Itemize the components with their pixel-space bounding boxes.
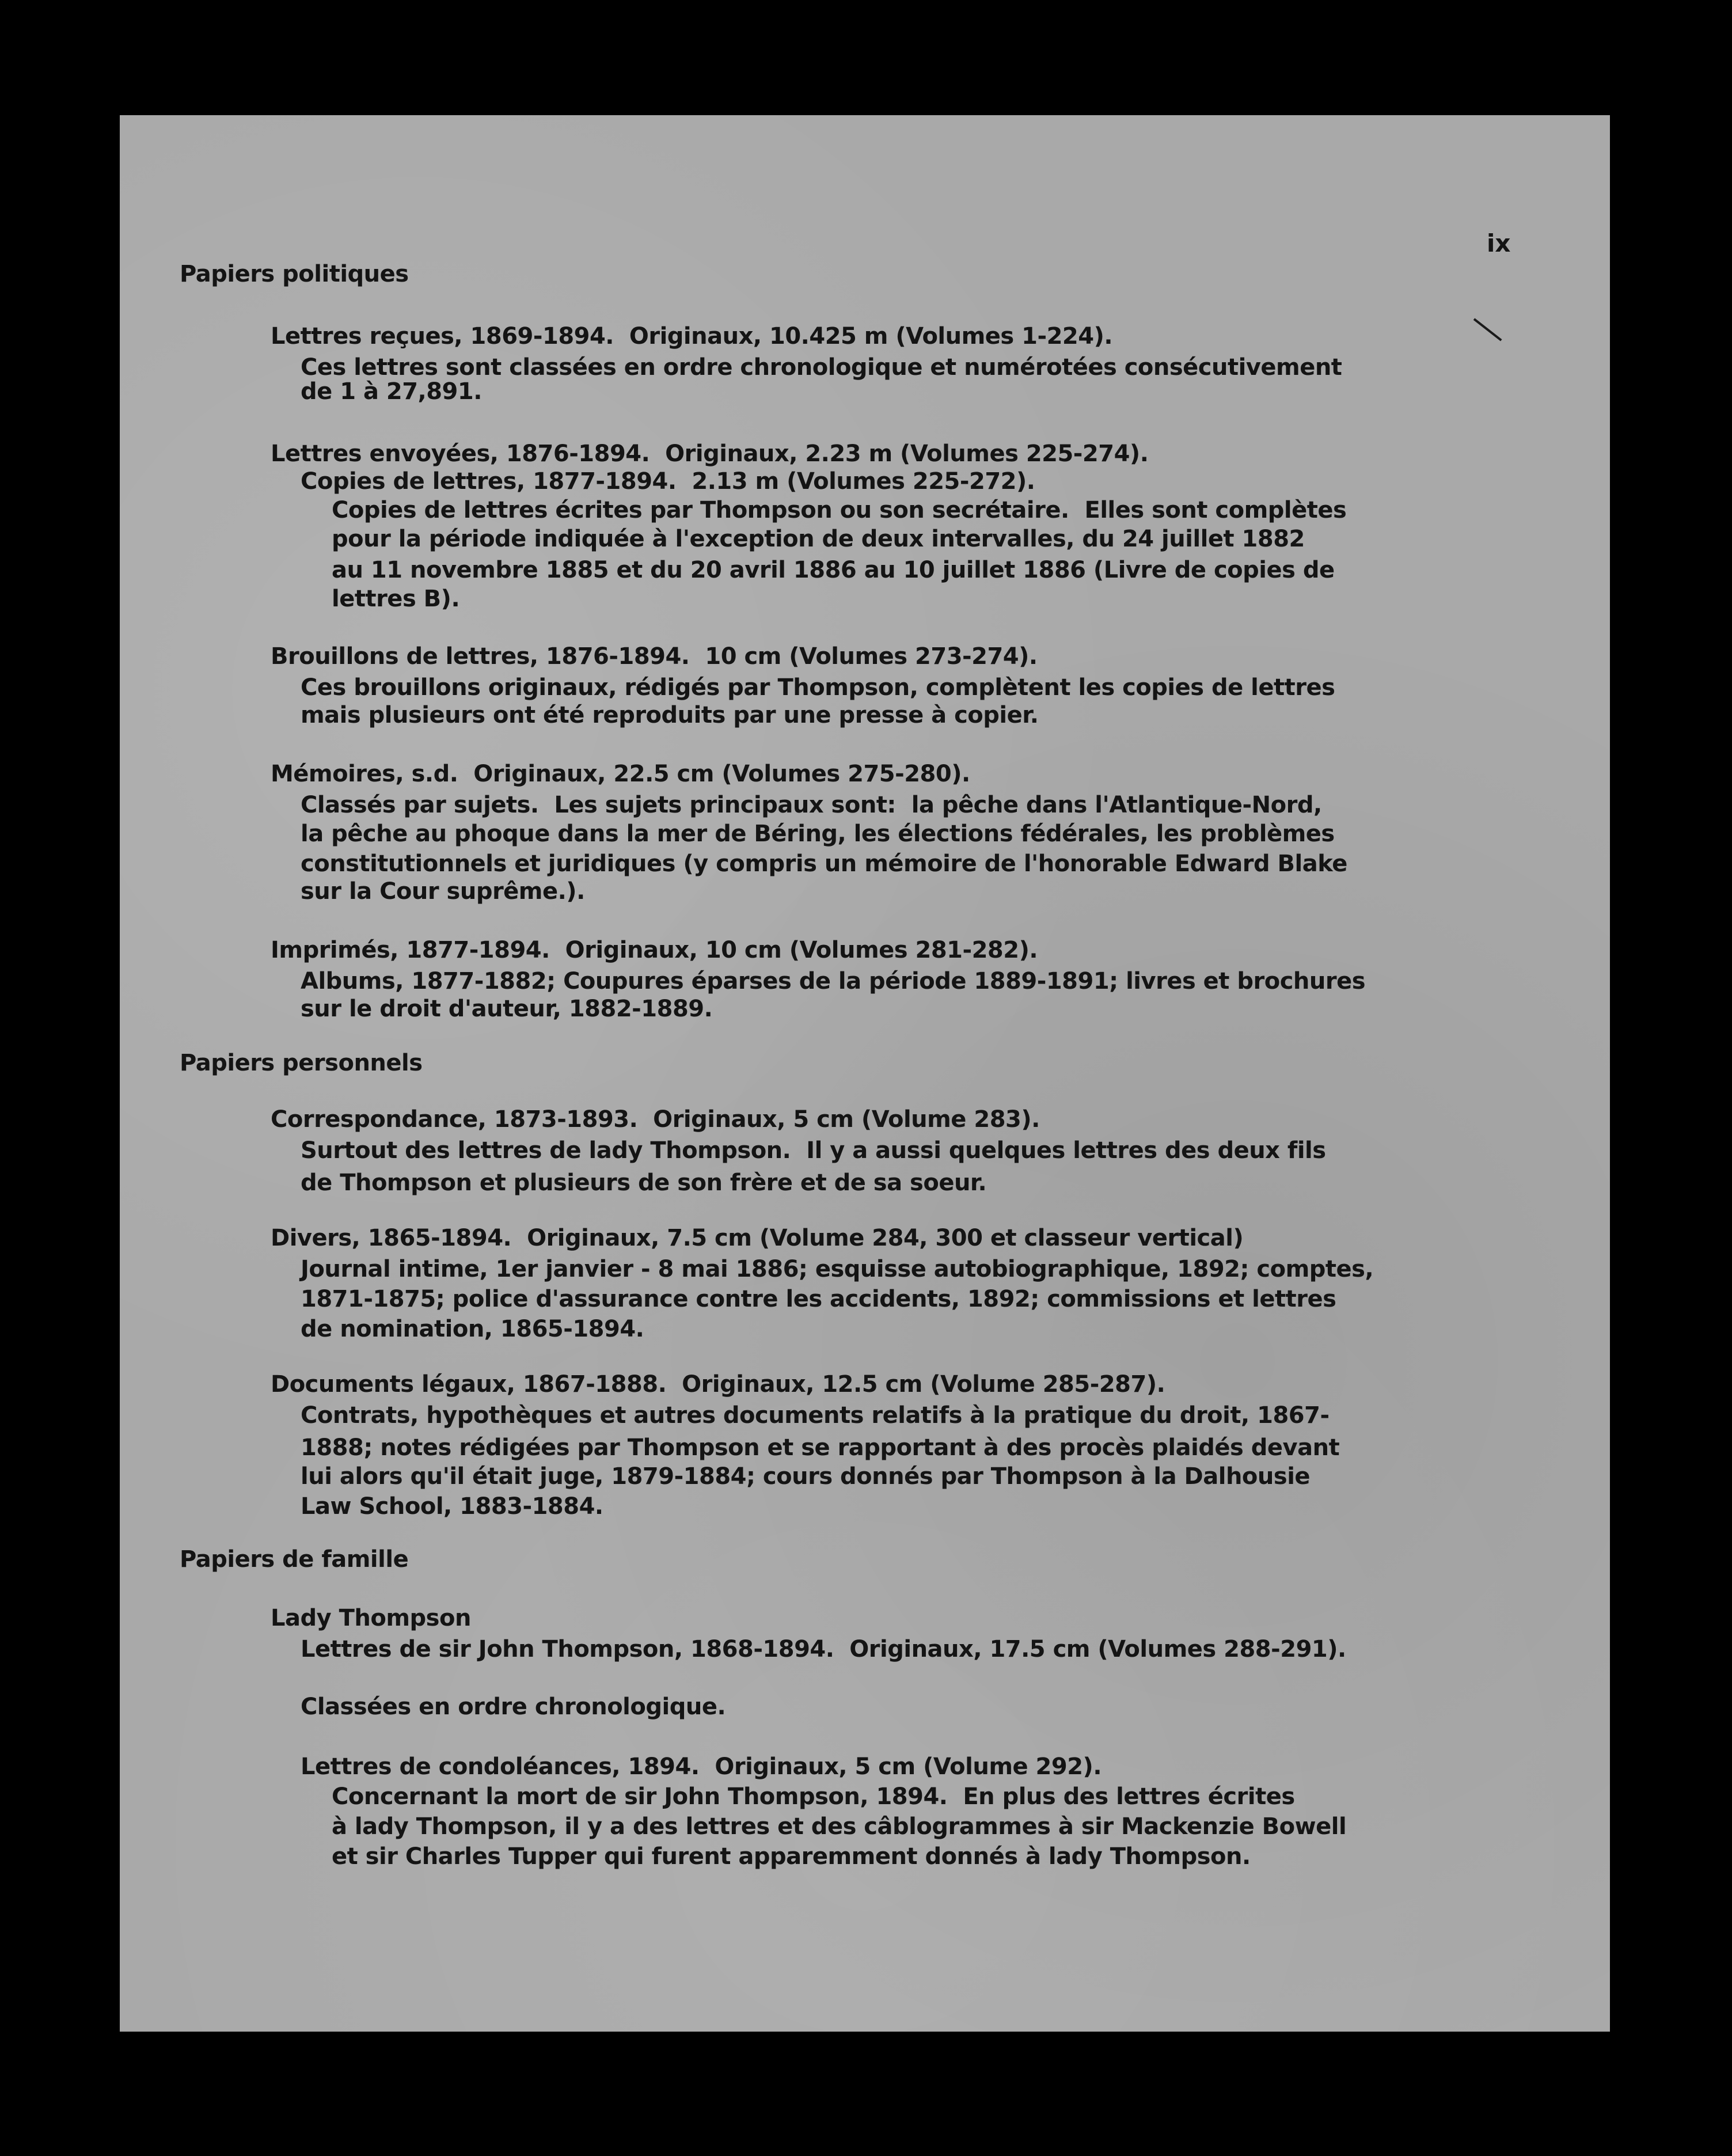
entry-heading: Imprimés, 1877-1894. Originaux, 10 cm (Volumes 281-282). [271,937,1038,963]
sub-entry-heading: Lettres de sir John Thompson, 1868-1894. Originaux, 17.5 cm (Volumes 288-291). [301,1636,1346,1662]
entry-heading: Lettres reçues, 1869-1894. Originaux, 10.425 m (Volumes 1-224). [271,323,1113,350]
entry-text: Ces lettres sont classées en ordre chronologique et numérotées consécutivement [301,354,1342,381]
section-heading-personal: Papiers personnels [180,1050,423,1076]
entry-heading: Mémoires, s.d. Originaux, 22.5 cm (Volumes 275-280). [271,761,970,787]
entry-heading: Documents légaux, 1867-1888. Originaux, 12.5 cm (Volume 285-287). [271,1371,1165,1398]
sub-entry-heading: Copies de lettres, 1877-1894. 2.13 m (Volumes 225-272). [301,468,1035,495]
entry-heading: Correspondance, 1873-1893. Originaux, 5 cm (Volume 283). [271,1106,1040,1133]
entry-heading: Brouillons de lettres, 1876-1894. 10 cm (Volumes 273-274). [271,643,1038,670]
entry-text: Surtout des lettres de lady Thompson. Il y a aussi quelques lettres des deux fils [301,1137,1326,1164]
entry-text: Journal intime, 1er janvier - 8 mai 1886; esquisse autobiographique, 1892; comptes, [301,1256,1374,1282]
entry-text: Concernant la mort de sir John Thompson, 1894. En plus des lettres écrites [332,1783,1295,1810]
section-heading-family: Papiers de famille [180,1546,409,1573]
entry-text: mais plusieurs ont été reproduits par une presse à copier. [301,702,1039,728]
entry-text: 1871-1875; police d'assurance contre les accidents, 1892; commissions et lettres [301,1286,1336,1312]
entry-text: Classées en ordre chronologique. [301,1694,726,1720]
entry-text: Albums, 1877-1882; Coupures éparses de la période 1889-1891; livres et brochures [301,968,1366,995]
section-heading-political: Papiers politiques [180,261,409,287]
page-number: ix [1487,229,1511,257]
entry-text: au 11 novembre 1885 et du 20 avril 1886 au 10 juillet 1886 (Livre de copies de [332,557,1335,583]
entry-heading: Lettres envoyées, 1876-1894. Originaux, 2.23 m (Volumes 225-274). [271,441,1149,467]
entry-text: lettres B). [332,586,460,612]
entry-text: la pêche au phoque dans la mer de Béring, les élections fédérales, les problèmes [301,821,1335,847]
entry-text: sur le droit d'auteur, 1882-1889. [301,996,713,1022]
entry-text: 1888; notes rédigées par Thompson et se rapportant à des procès plaidés devant [301,1434,1340,1461]
entry-text: Classés par sujets. Les sujets principaux sont: la pêche dans l'Atlantique-Nord, [301,792,1322,818]
entry-heading: Lady Thompson [271,1605,471,1631]
entry-text: et sir Charles Tupper qui furent apparemment donnés à lady Thompson. [332,1843,1251,1870]
entry-text: pour la période indiquée à l'exception de deux intervalles, du 24 juillet 1882 [332,526,1305,552]
entry-text: constitutionnels et juridiques (y compris un mémoire de l'honorable Edward Blake [301,851,1347,877]
entry-text: lui alors qu'il était juge, 1879-1884; cours donnés par Thompson à la Dalhousie [301,1463,1311,1490]
entry-text: Ces brouillons originaux, rédigés par Thompson, complètent les copies de lettres [301,674,1335,701]
entry-text: Contrats, hypothèques et autres documents relatifs à la pratique du droit, 1867- [301,1402,1330,1429]
entry-text: de nomination, 1865-1894. [301,1316,644,1342]
entry-text: à lady Thompson, il y a des lettres et des câblogrammes à sir Mackenzie Bowell [332,1813,1347,1840]
entry-heading: Divers, 1865-1894. Originaux, 7.5 cm (Volume 284, 300 et classeur vertical) [271,1225,1244,1251]
entry-text: Law School, 1883-1884. [301,1493,603,1520]
entry-text: sur la Cour suprême.). [301,878,585,905]
sub-entry-heading: Lettres de condoléances, 1894. Originaux, 5 cm (Volume 292). [301,1753,1102,1780]
entry-text: Copies de lettres écrites par Thompson ou son secrétaire. Elles sont complètes [332,497,1347,523]
entry-text: de 1 à 27,891. [301,378,482,405]
entry-text: de Thompson et plusieurs de son frère et de sa soeur. [301,1170,987,1196]
